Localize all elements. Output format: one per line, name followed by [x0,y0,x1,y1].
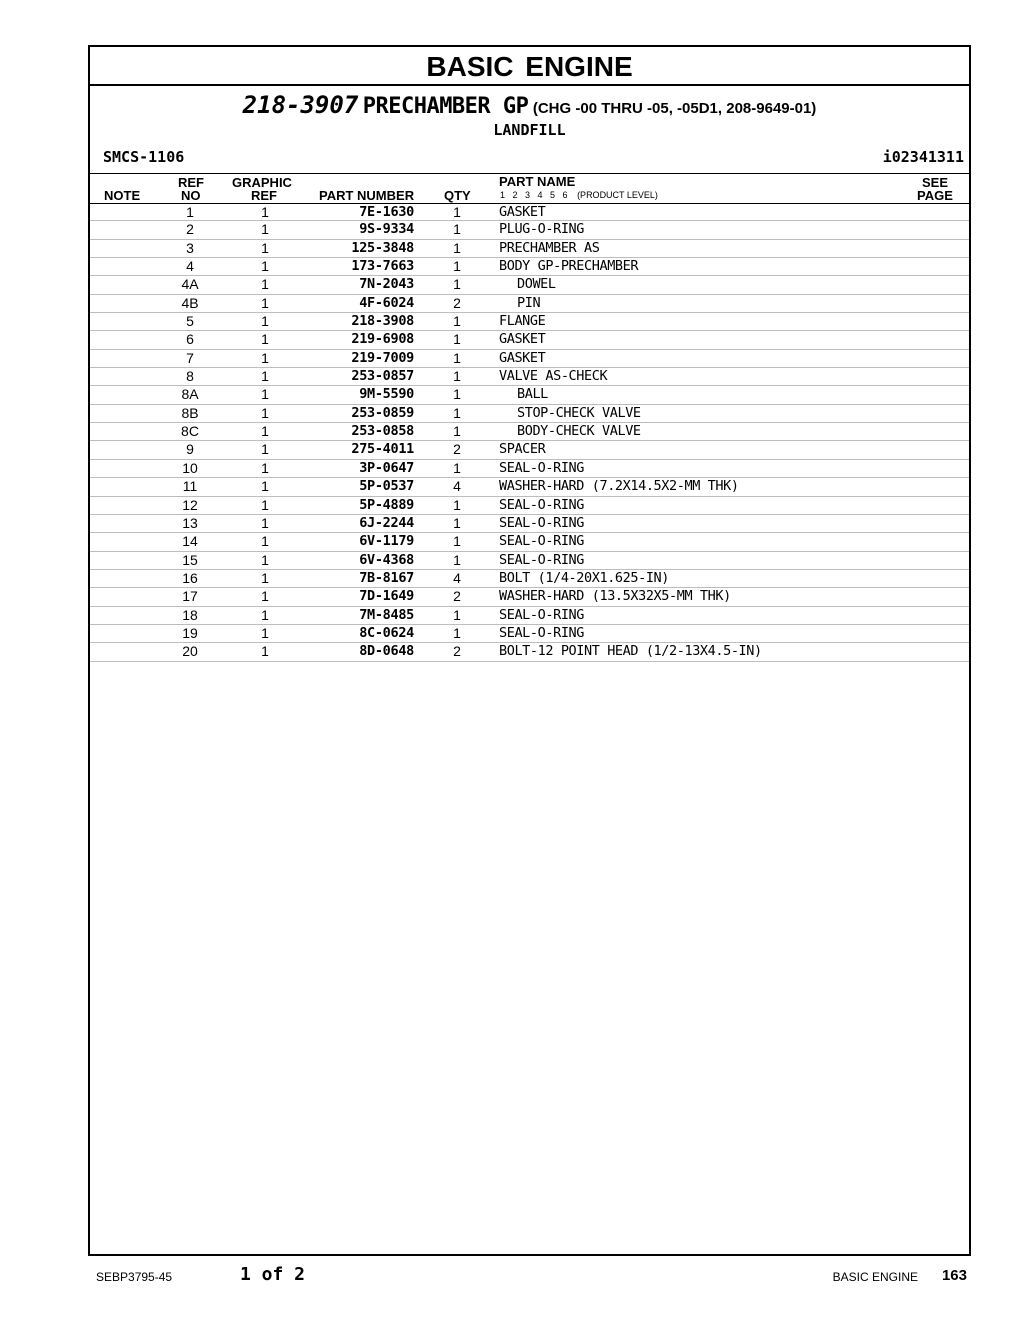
graphic-ref: 1 [261,221,269,238]
table-row [90,240,969,258]
graphic-ref: 1 [261,551,269,568]
graphic-ref: 1 [261,478,269,495]
table-row [90,552,969,570]
ref-no: 10 [182,459,198,476]
col-see-page-header-bottom: PAGE [917,188,953,203]
part-number: 9M-5590 [359,386,414,403]
ref-no: 12 [182,496,198,513]
part-number: 125-3848 [351,239,414,256]
table-row [90,423,969,441]
part-name: BODY GP-PRECHAMBER [499,258,639,275]
ref-no: 16 [182,569,198,586]
col-graphic-header-top: GRAPHIC [232,175,292,190]
part-name: DOWEL [517,276,556,293]
part-name: SPACER [499,441,546,458]
part-name: VALVE AS-CHECK [499,368,608,385]
col-part-name-header: PART NAME [499,174,576,189]
graphic-ref: 1 [261,423,269,440]
table-row [90,643,969,661]
group-number: 218-3907 [242,91,359,119]
part-number: 6J-2244 [359,514,414,531]
part-name: FLANGE [499,313,546,330]
part-name: GASKET [499,204,546,220]
part-name: WASHER-HARD (13.5X32X5-MM THK) [499,588,731,605]
qty: 1 [453,221,461,238]
ref-no: 14 [182,533,198,550]
qty: 1 [453,258,461,275]
part-number: 219-6908 [351,331,414,348]
part-name: WASHER-HARD (7.2X14.5X2-MM THK) [499,478,739,495]
col-ref-header-top: REF [178,175,204,190]
ref-no: 8 [186,368,194,385]
ref-no: 9 [186,441,194,458]
part-number: 275-4011 [351,441,414,458]
part-name: SEAL-O-RING [499,533,585,550]
graphic-ref: 1 [261,276,269,293]
parts-list [90,203,969,662]
ref-no: 13 [182,514,198,531]
col-qty-header: QTY [444,188,471,203]
group-change-note: (CHG -00 THRU -05, -05D1, 208-9649-01) [532,100,817,117]
table-row [90,607,969,625]
ref-no: 5 [186,313,194,330]
qty: 1 [453,349,461,366]
qty: 1 [453,624,461,641]
part-number: 7E-1630 [359,204,414,220]
qty: 1 [453,606,461,623]
graphic-ref: 1 [261,294,269,311]
graphic-ref: 1 [261,514,269,531]
part-name: SEAL-O-RING [499,496,585,513]
ref-no: 17 [182,588,198,605]
part-number: 253-0858 [351,423,414,440]
footer-doc-id: SEBP3795-45 [96,1270,173,1284]
group-title [90,91,969,119]
part-number: 8C-0624 [359,624,414,641]
graphic-ref: 1 [261,496,269,513]
part-name: BOLT (1/4-20X1.625-IN) [499,569,670,586]
footer-page-of: 1 of 2 [240,1264,306,1285]
graphic-ref: 1 [261,331,269,348]
graphic-ref: 1 [261,349,269,366]
table-row [90,221,969,239]
part-number: 5P-4889 [359,496,414,513]
ref-no: 3 [186,239,194,256]
part-name: SEAL-O-RING [499,606,585,623]
col-ref-header-bottom: NO [181,188,201,203]
part-number: 173-7663 [351,258,414,275]
smcs-code: SMCS-1106 [103,148,185,166]
graphic-ref: 1 [261,313,269,330]
graphic-ref: 1 [261,624,269,641]
part-number: 7N-2043 [359,276,414,293]
qty: 1 [453,276,461,293]
part-number: 3P-0647 [359,459,414,476]
part-number: 6V-1179 [359,533,414,550]
part-name: BODY-CHECK VALVE [517,423,641,440]
table-row [90,460,969,478]
table-row [90,625,969,643]
ref-no: 2 [186,221,194,238]
product-level-header [500,190,658,200]
graphic-ref: 1 [261,606,269,623]
table-row [90,313,969,331]
graphic-ref: 1 [261,258,269,275]
part-name: SEAL-O-RING [499,624,585,641]
part-name: STOP-CHECK VALVE [517,404,641,421]
graphic-ref: 1 [261,239,269,256]
table-row [90,497,969,515]
part-number: 7D-1649 [359,588,414,605]
part-number: 8D-0648 [359,643,414,660]
ref-no: 11 [182,478,198,495]
ref-no: 4 [186,258,194,275]
ref-no: 4B [181,294,199,311]
col-see-page-header-top: SEE [922,175,949,190]
ref-no: 8B [181,404,199,421]
part-number: 253-0857 [351,368,414,385]
part-number: 5P-0537 [359,478,414,495]
graphic-ref: 1 [261,588,269,605]
ref-no: 20 [182,643,198,660]
part-number: 253-0859 [351,404,414,421]
table-row [90,515,969,533]
page-footer [0,1264,1020,1288]
table-row [90,588,969,606]
product-level-label: (PRODUCT LEVEL) [577,190,658,200]
table-row [90,570,969,588]
part-name: PIN [517,294,541,311]
part-name: SEAL-O-RING [499,551,585,568]
graphic-ref: 1 [261,459,269,476]
ref-no: 19 [182,624,198,641]
part-name: GASKET [499,349,546,366]
part-number: 6V-4368 [359,551,414,568]
part-name: PLUG-O-RING [499,221,585,238]
part-name: GASKET [499,331,546,348]
table-row [90,276,969,294]
graphic-ref: 1 [261,404,269,421]
illustration-id: i02341311 [882,148,964,166]
ref-no: 6 [186,331,194,348]
part-name: PRECHAMBER AS [499,239,600,256]
part-number: 219-7009 [351,349,414,366]
ref-no: 1 [186,204,194,220]
ref-no: 7 [186,349,194,366]
table-row [90,331,969,349]
qty: 1 [453,404,461,421]
group-subtitle: LANDFILL [493,121,566,139]
table-row [90,350,969,368]
qty: 1 [453,368,461,385]
qty: 2 [453,588,461,605]
qty: 4 [453,478,461,495]
ref-no: 4A [181,276,199,293]
col-graphic-header-bottom: REF [251,188,277,203]
part-number: 7B-8167 [359,569,414,586]
qty: 1 [453,423,461,440]
qty: 1 [453,551,461,568]
col-part-number-header: PART NUMBER [319,188,415,203]
qty: 1 [453,313,461,330]
part-name: BALL [517,386,548,403]
part-name: SEAL-O-RING [499,514,585,531]
part-number: 4F-6024 [359,294,414,311]
table-row [90,533,969,551]
qty: 1 [453,496,461,513]
parts-page-frame [88,45,971,1256]
qty: 4 [453,569,461,586]
graphic-ref: 1 [261,569,269,586]
footer-page-number: 163 [941,1267,967,1284]
ref-no: 8C [181,423,199,440]
table-row [90,386,969,404]
part-name: BOLT-12 POINT HEAD (1/2-13X4.5-IN) [499,643,762,660]
part-number: 218-3908 [351,313,414,330]
table-row [90,295,969,313]
footer-section: BASIC ENGINE [832,1270,918,1284]
part-number: 9S-9334 [359,221,414,238]
group-name: PRECHAMBER GP [362,94,529,119]
ref-no: 18 [182,606,198,623]
ref-no: 8A [181,386,199,403]
graphic-ref: 1 [261,386,269,403]
qty: 1 [453,386,461,403]
table-row [90,258,969,276]
qty: 1 [453,533,461,550]
qty: 1 [453,204,461,220]
graphic-ref: 1 [261,533,269,550]
table-row [90,203,969,221]
section-title: BASIC ENGINE [90,47,969,86]
part-number: 7M-8485 [359,606,414,623]
graphic-ref: 1 [261,368,269,385]
graphic-ref: 1 [261,204,269,220]
qty: 1 [453,331,461,348]
qty: 1 [453,514,461,531]
qty: 1 [453,459,461,476]
col-note-header: NOTE [104,188,141,203]
qty: 2 [453,643,461,660]
table-row [90,441,969,459]
part-name: SEAL-O-RING [499,459,585,476]
table-row [90,368,969,386]
product-level-numbers: 1 2 3 4 5 6 [500,190,568,200]
graphic-ref: 1 [261,441,269,458]
graphic-ref: 1 [261,643,269,660]
ref-no: 15 [182,551,198,568]
qty: 1 [453,239,461,256]
qty: 2 [453,294,461,311]
qty: 2 [453,441,461,458]
table-row [90,405,969,423]
table-row [90,478,969,496]
